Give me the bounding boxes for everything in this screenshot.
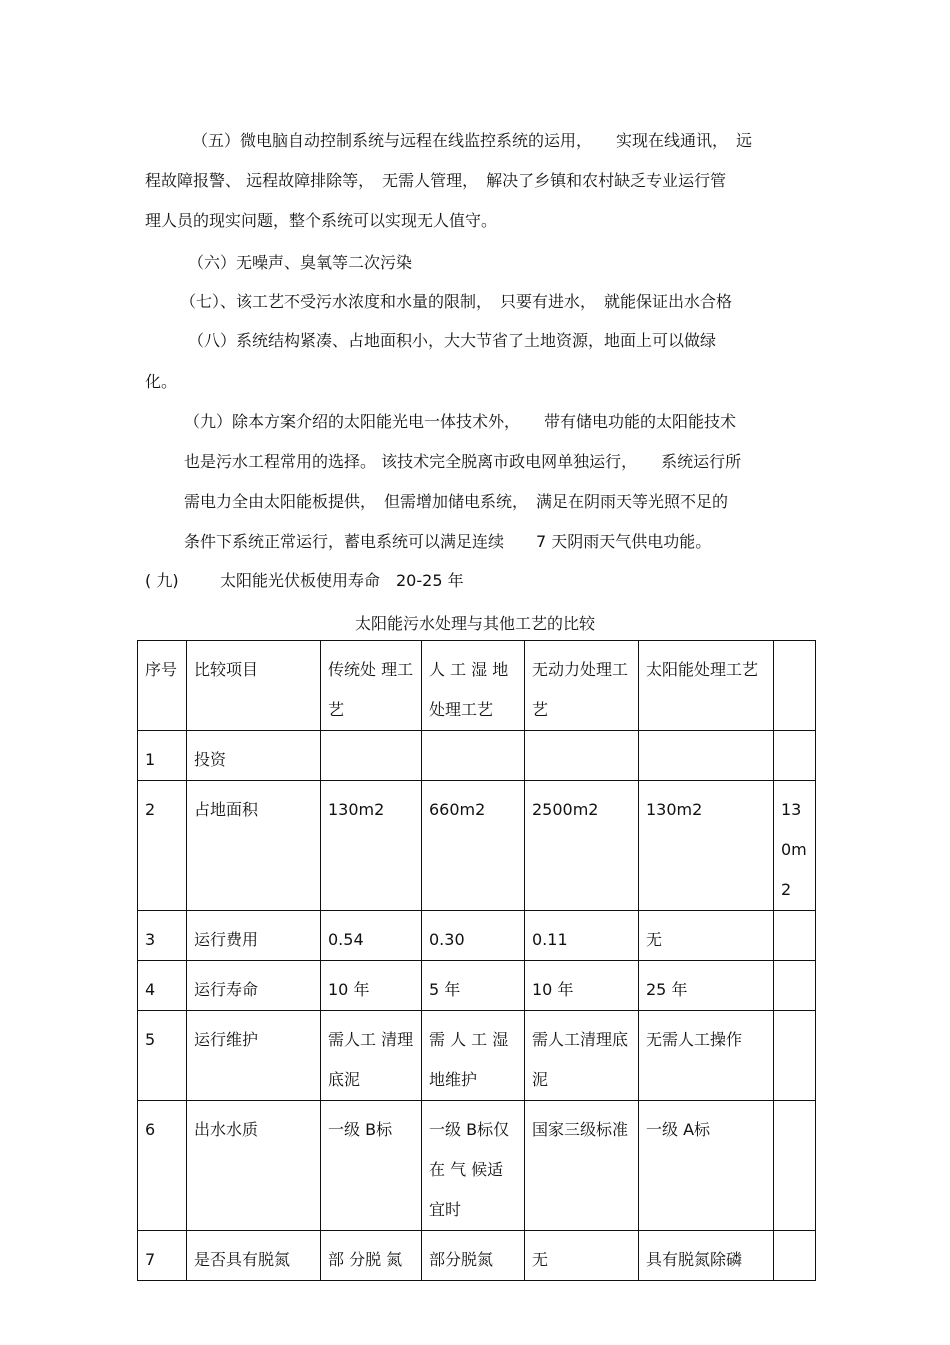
table-row (138, 731, 816, 781)
header-cell: 传统处 理工艺 (321, 641, 422, 731)
table-cell: 是否具有脱氮 (187, 1231, 321, 1281)
table-cell: 6 (138, 1101, 187, 1231)
table-cell: 660m2 (422, 781, 525, 911)
header-cell: 序号 (138, 641, 187, 731)
table-cell (774, 911, 816, 961)
table-cell: 一级 A标 (639, 1101, 774, 1231)
table-cell: 2500m2 (525, 781, 639, 911)
table-cell: 投资 (187, 731, 321, 781)
table-header-row (138, 641, 816, 731)
paragraph-5-line-3: 理人员的现实问题，整个系统可以实现无人值守。 (145, 211, 498, 230)
table-cell: 25 年 (639, 961, 774, 1011)
table-caption: 太阳能污水处理与其他工艺的比较 (354, 614, 595, 633)
table-row (138, 911, 816, 961)
paragraph-9-line-2: 也是污水工程常用的选择。 该技术完全脱离市政电网单独运行， 系统运行所 (184, 452, 742, 471)
table-cell: 7 (138, 1231, 187, 1281)
table-cell (422, 731, 525, 781)
table-cell (774, 1011, 816, 1101)
header-cell: 人 工 湿 地处理工艺 (422, 641, 525, 731)
table-cell: 0.11 (525, 911, 639, 961)
paragraph-8-line-2: 化。 (145, 372, 178, 391)
table-row (138, 1011, 816, 1101)
table-cell: 2 (138, 781, 187, 911)
table-cell: 一级 B标 (321, 1101, 422, 1231)
table-cell: 具有脱氮除磷 (639, 1231, 774, 1281)
paragraph-7: （七）、该工艺不受污水浓度和水量的限制， 只要有进水， 就能保证出水合格 (180, 292, 733, 311)
table-cell: 出水水质 (187, 1101, 321, 1231)
paragraph-8-line-1: （八）系统结构紧凑、占地面积小，大大节省了土地资源，地面上可以做绿 (188, 331, 717, 350)
table-cell: 5 (138, 1011, 187, 1101)
table-cell: 部 分脱 氮 (321, 1231, 422, 1281)
table-cell (639, 731, 774, 781)
table-cell: 一级 B标仅 在 气 候适宜时 (422, 1101, 525, 1231)
table-row (138, 1231, 816, 1281)
table-cell: 运行费用 (187, 911, 321, 961)
lifespan-text: 太阳能光伏板使用寿命 20-25 年 (220, 571, 464, 590)
header-cell: 无动力处理工艺 (525, 641, 639, 731)
table-cell (774, 961, 816, 1011)
table-cell (774, 1231, 816, 1281)
table-row (138, 1101, 816, 1231)
table-cell: 国家三级标准 (525, 1101, 639, 1231)
table-row (138, 781, 816, 911)
table-cell: 部分脱氮 (422, 1231, 525, 1281)
table-cell: 130m2 (321, 781, 422, 911)
table-cell: 10 年 (321, 961, 422, 1011)
table-cell: 130m2 (774, 781, 816, 911)
table-cell: 无需人工操作 (639, 1011, 774, 1101)
table-cell: 需人工清理底泥 (525, 1011, 639, 1101)
table-cell: 运行寿命 (187, 961, 321, 1011)
table-cell: 需人工 清理底泥 (321, 1011, 422, 1101)
lifespan-label: ( 九) (145, 571, 179, 590)
table-cell: 0.54 (321, 911, 422, 961)
table-cell: 运行维护 (187, 1011, 321, 1101)
comparison-table (137, 640, 816, 1281)
paragraph-6: （六）无噪声、臭氧等二次污染 (188, 253, 413, 272)
header-cell (774, 641, 816, 731)
paragraph-9-line-4: 条件下系统正常运行，蓄电系统可以满足连续 7 天阴雨天气供电功能。 (184, 532, 712, 551)
table-cell (774, 1101, 816, 1231)
table-cell: 4 (138, 961, 187, 1011)
header-cell: 太阳能处理工艺 (639, 641, 774, 731)
paragraph-5-line-2: 程故障报警、 远程故障排除等， 无需人管理， 解决了乡镇和农村缺乏专业运行管 (145, 171, 727, 190)
table-cell: 占地面积 (187, 781, 321, 911)
table-cell: 需 人 工 湿地维护 (422, 1011, 525, 1101)
table-cell: 3 (138, 911, 187, 961)
table-cell: 5 年 (422, 961, 525, 1011)
paragraph-9-line-3: 需电力全由太阳能板提供， 但需增加储电系统， 满足在阴雨天等光照不足的 (184, 492, 729, 511)
table-cell: 10 年 (525, 961, 639, 1011)
table-cell: 130m2 (639, 781, 774, 911)
table-cell: 0.30 (422, 911, 525, 961)
header-cell: 比较项目 (187, 641, 321, 731)
table-cell (525, 731, 639, 781)
table-cell (774, 731, 816, 781)
table-cell: 无 (525, 1231, 639, 1281)
paragraph-9-line-1: （九）除本方案介绍的太阳能光电一体技术外， 带有储电功能的太阳能技术 (184, 412, 737, 431)
table-cell: 1 (138, 731, 187, 781)
table-cell: 无 (639, 911, 774, 961)
table-row (138, 961, 816, 1011)
paragraph-5-line-1: （五）微电脑自动控制系统与远程在线监控系统的运用， 实现在线通讯， 远 (192, 131, 753, 150)
table-cell (321, 731, 422, 781)
